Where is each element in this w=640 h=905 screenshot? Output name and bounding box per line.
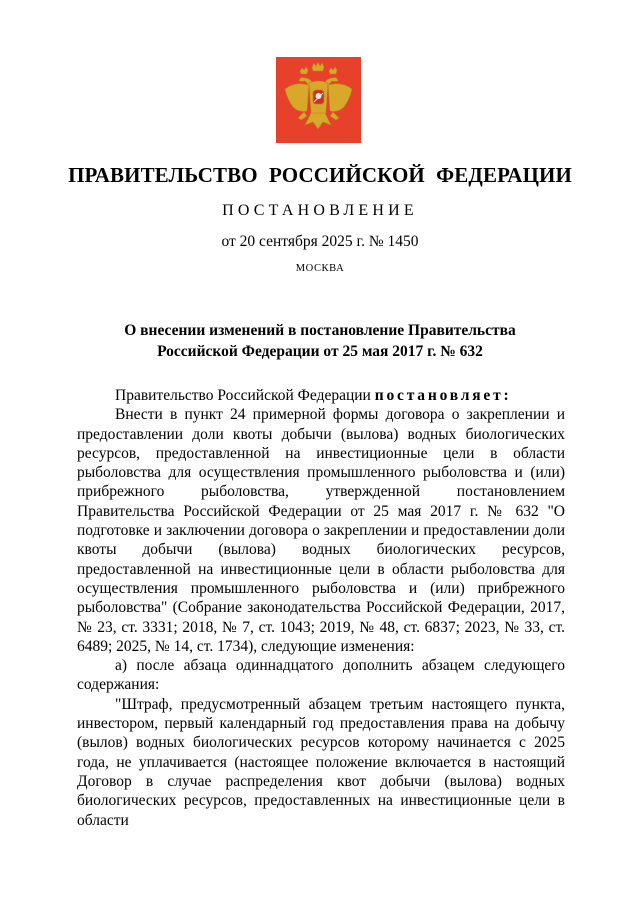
- government-name: ПРАВИТЕЛЬСТВО РОССИЙСКОЙ ФЕДЕРАЦИИ: [68, 163, 572, 187]
- decree-lead: Правительство Российской Федерации: [115, 387, 375, 404]
- document-type: ПОСТАНОВЛЕНИЕ: [222, 202, 418, 219]
- paragraph-main: Внести в пункт 24 примерной формы договора о закреплении и предоставлении доли квоты добычи (вылова) водных биологических ресурсов, предоставленной на инвестиционные цели в области рыболовства для осуществления промышленного рыболовства и (или) прибрежного рыболовства, утвержденной постановлением Правительства Российской Федерации от 25 мая 2017 г. № 632 "О подготовке и заключении договора о закреплении и предоставлении доли квоты добычи (вылова) водных биологических ресурсов, предоставленной на инвестиционные цели в области рыболовства для осуществления промышленного рыболовства и (или) прибрежного рыболовства" (Собрание законодательства Российской Федерации, 2017, № 23, ст. 3331; 2018, № 7, ст. 1043; 2019, № 48, ст. 6837; 2023, № 33, ст. 6489; 2025, № 14, ст. 1734), следующие изменения:: [77, 406, 565, 655]
- document-body: [77, 386, 565, 830]
- subject-line-2: Российской Федерации от 25 мая 2017 г. № 632: [157, 343, 483, 360]
- city-name: МОСКВА: [295, 263, 345, 274]
- paragraph-quote: "Штраф, предусмотренный абзацем третьим настоящего пункта, инвестором, первый календарный год предоставления права на добычу (вылов) водных биологических ресурсов которому начинается с 2025 года, не уплачивается (настоящее положение включается в настоящий Договор в случае распределения квот добычи (вылова) водных биологических ресурсов, предоставленных на инвестиционные цели в области: [77, 695, 565, 829]
- date-and-number: от 20 сентября 2025 г. № 1450: [221, 233, 419, 250]
- document-subject: [60, 320, 580, 362]
- paragraph-item-a: а) после абзаца одиннадцатого дополнить абзацем следующего содержания:: [77, 657, 565, 694]
- russian-coat-of-arms-icon: [276, 57, 361, 143]
- decree-word: постановляет:: [374, 387, 512, 404]
- decree-line: [77, 386, 565, 405]
- subject-line-1: О внесении изменений в постановление Правительства: [124, 322, 516, 339]
